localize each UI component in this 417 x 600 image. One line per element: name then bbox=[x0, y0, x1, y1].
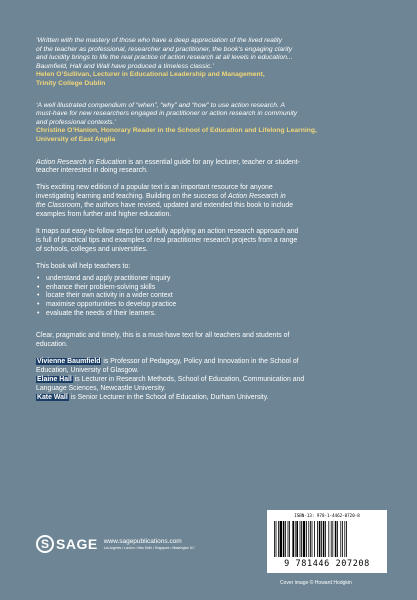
bullet-icon: • bbox=[37, 310, 40, 318]
bullet-icon: • bbox=[37, 292, 40, 300]
author-bio: Kate Wall is Senior Lecturer in the School of Education, Durham University. bbox=[37, 393, 269, 401]
quote-line: Baumfield, Hall and Wall have produced a timeless classic.’ bbox=[36, 62, 214, 70]
testimonial-1 bbox=[36, 37, 381, 89]
intro-paragraph: Action Research in Education is an essential guide for any lecturer, teacher or student- teacher interested in doing research. bbox=[36, 158, 300, 175]
publisher-logo-text: SAGE bbox=[56, 536, 98, 552]
quote-line: must-have for new researchers engaged in practitioner or action research in community bbox=[36, 110, 298, 118]
list-item: • evaluate the needs of their learners. bbox=[37, 310, 156, 318]
quote-line: and professional contexts.’ bbox=[36, 118, 116, 126]
ean-13-barcode-icon bbox=[274, 521, 380, 557]
edition-paragraph: This exciting new edition of a popular text is an important resource for anyone investigating learning and teaching. Building on the success of Action Research in the Classroom, the authors have revised, updated and extended this book to include examples from further and higher education. bbox=[36, 184, 294, 219]
barcode-panel bbox=[267, 510, 387, 573]
publisher-cities: Los Angeles • London • New Delhi • Singapore • Washington DC bbox=[103, 545, 195, 550]
attribution-line: Trinity College Dublin bbox=[36, 79, 106, 87]
bullet-icon: • bbox=[37, 301, 40, 309]
publisher-url: www.sagepublications.com bbox=[103, 537, 182, 545]
previous-book-title: Action Research in bbox=[227, 193, 286, 201]
publisher-block bbox=[36, 535, 195, 553]
attribution-line: Christine O’Hanlon, Honorary Reader in the School of Education and Lifelong Learning, bbox=[36, 127, 317, 135]
list-item: • enhance their problem-solving skills bbox=[37, 283, 156, 291]
list-item: • maximise opportunities to develop practice bbox=[37, 301, 177, 309]
quote-line: and lucidity brings to life the real practice of action research at all levels in education... bbox=[36, 54, 293, 62]
previous-book-title: the Classroom bbox=[36, 202, 81, 210]
back-cover-text bbox=[36, 37, 381, 402]
author-name: Elaine Hall bbox=[37, 375, 72, 383]
bullet-icon: • bbox=[37, 283, 40, 291]
attribution-line: Helen O’Sullivan, Lecturer in Educational Leadership and Management, bbox=[36, 71, 265, 79]
author-name: Kate Wall bbox=[37, 393, 68, 401]
quote-line: ‘Written with the mastery of those who have a deep appreciation of the lived reality bbox=[36, 37, 283, 44]
isbn-text: ISBN-13: 978-1-4462-0720-8 bbox=[294, 513, 360, 518]
attribution-line: University of East Anglia bbox=[36, 135, 116, 143]
bullet-icon: • bbox=[37, 274, 40, 282]
author-bio: Elaine Hall is Lecturer in Research Methods, School of Education, Communication and Language Sciences, Newcastle University. bbox=[36, 375, 305, 392]
quote-line: of the teacher as professional, researcher and practitioner, the book’s engaging clarity bbox=[36, 45, 293, 53]
cover-credit: Cover image © Howard Hodgkin bbox=[280, 580, 352, 586]
help-intro: This book will help teachers to: bbox=[36, 262, 131, 270]
maps-paragraph: It maps out easy-to-follow steps for usefully applying an action research approach and is full of practical tips and examples of real practitioner research projects from a range of schools, colleges and universities. bbox=[36, 227, 299, 253]
book-title: Action Research in Education bbox=[36, 158, 127, 166]
benefits-list bbox=[36, 275, 381, 320]
author-bio: Vivienne Baumfield is Professor of Pedagogy, Policy and Innovation in the School of Education, University of Glasgow. bbox=[36, 357, 299, 374]
list-item: • understand and apply practitioner inquiry bbox=[37, 274, 171, 282]
testimonial-2 bbox=[36, 102, 381, 145]
sage-s-circle-logo-icon: S bbox=[36, 535, 54, 553]
author-name: Vivienne Baumfield bbox=[37, 357, 101, 365]
quote-line: ‘A well illustrated compendium of “when”, “why” and “how” to use action research. A bbox=[36, 101, 285, 109]
list-item: • locate their own activity in a wider context bbox=[37, 292, 173, 300]
ean-number: 9 781446 207208 bbox=[284, 559, 370, 569]
author-bios bbox=[36, 358, 381, 403]
closing-paragraph: Clear, pragmatic and timely, this is a must-have text for all teachers and students of education. bbox=[36, 332, 290, 349]
